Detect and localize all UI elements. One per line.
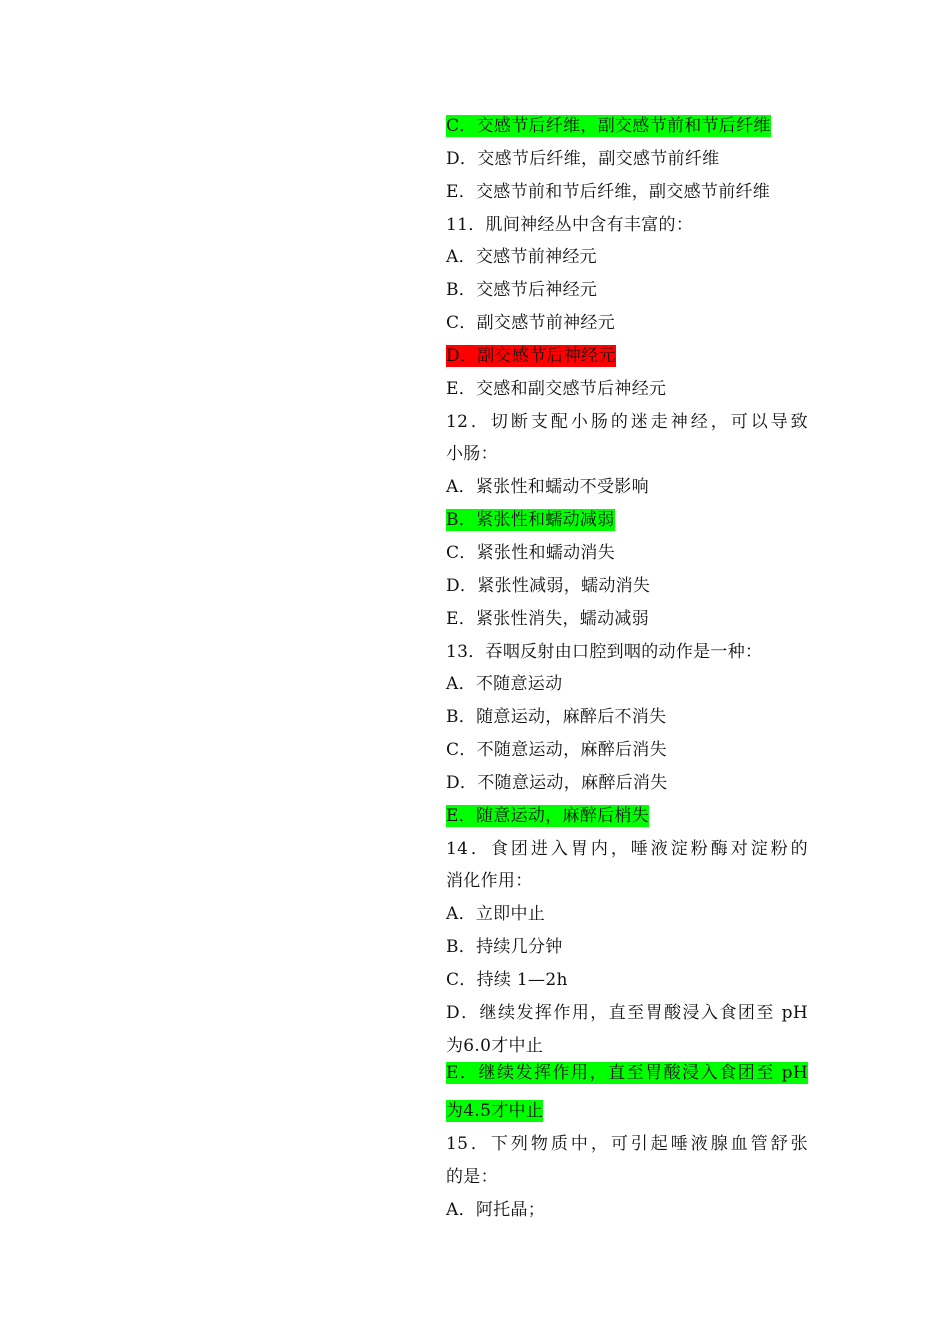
text-line [446,636,808,669]
line-text: A．不随意运动 [446,674,563,695]
line-text: B．随意运动，麻醉后不消失 [446,707,667,728]
correct-answer-highlight: E．继续发挥作用，直至胃酸浸入食团至 pH [446,1063,808,1084]
text-line [446,340,808,373]
line-text: 小肠： [446,444,498,465]
line-text: D．不随意运动，麻醉后消失 [446,772,668,793]
line-text: B．交感节后神经元 [446,280,598,301]
text-line [446,701,808,734]
correct-answer-highlight: 为4.5才中止 [446,1101,544,1122]
text-line [446,1030,808,1063]
line-text: E．交感节前和节后纤维，副交感节前纤维 [446,181,771,202]
line-text: A．交感节前神经元 [446,247,597,268]
line-text: 15．下列物质中，可引起唾液腺血管舒张 [446,1134,808,1155]
line-text: C．持续 1—2h [446,969,568,990]
text-line [446,438,808,471]
line-text: 为6.0才中止 [446,1035,544,1056]
text-line [446,1062,808,1095]
text-line [446,274,808,307]
text-line [446,110,808,143]
question-column [446,110,808,1227]
line-text: D．继续发挥作用，直至胃酸浸入食团至 pH [446,1002,808,1023]
line-text: E．交感和副交感节后神经元 [446,378,667,399]
line-text: 12．切断支配小肠的迷走神经，可以导致 [446,411,808,432]
wrong-answer-highlight: D．副交感节后神经元 [446,345,616,366]
text-line [446,307,808,340]
text-line [446,800,808,833]
text-line [446,734,808,767]
text-line [446,570,808,603]
line-text: 消化作用： [446,871,533,892]
line-text: 11．肌间神经丛中含有丰富的： [446,214,694,235]
text-line [446,1161,808,1194]
line-text: D．交感节后纤维，副交感节前纤维 [446,148,720,169]
text-line [446,964,808,997]
text-line [446,373,808,406]
line-text: A．紧张性和蠕动不受影响 [446,477,649,498]
text-line [446,865,808,898]
correct-answer-highlight: B．紧张性和蠕动减弱 [446,510,615,531]
line-text: C．副交感节前神经元 [446,313,616,334]
line-text: 14．食团进入胃内，唾液淀粉酶对淀粉的 [446,838,808,859]
line-text: 13．吞咽反射由口腔到咽的动作是一种： [446,641,763,662]
line-text: C．紧张性和蠕动消失 [446,542,616,563]
text-line [446,931,808,964]
text-line [446,537,808,570]
text-line [446,603,808,636]
text-line [446,406,808,439]
text-line [446,898,808,931]
line-text: A．阿托晶； [446,1199,546,1220]
text-line [446,1095,808,1128]
text-line [446,833,808,866]
correct-answer-highlight: E．随意运动，麻醉后梢失 [446,805,650,826]
text-line [446,767,808,800]
line-text: B．持续几分钟 [446,937,563,958]
line-text: 的是： [446,1167,498,1187]
text-line [446,1128,808,1161]
text-line [446,471,808,504]
text-line [446,997,808,1030]
line-text: A．立即中止 [446,904,546,925]
line-text: C．不随意运动，麻醉后消失 [446,740,667,761]
text-line [446,176,808,209]
text-line [446,668,808,701]
text-line [446,504,808,537]
text-line [446,209,808,242]
text-line [446,143,808,176]
text-line [446,241,808,274]
line-text: D．紧张性减弱，蠕动消失 [446,575,651,596]
correct-answer-highlight: C．交感节后纤维，副交感节前和节后纤维 [446,116,771,136]
text-line [446,1194,808,1227]
line-text: E．紧张性消失，蠕动减弱 [446,608,650,629]
